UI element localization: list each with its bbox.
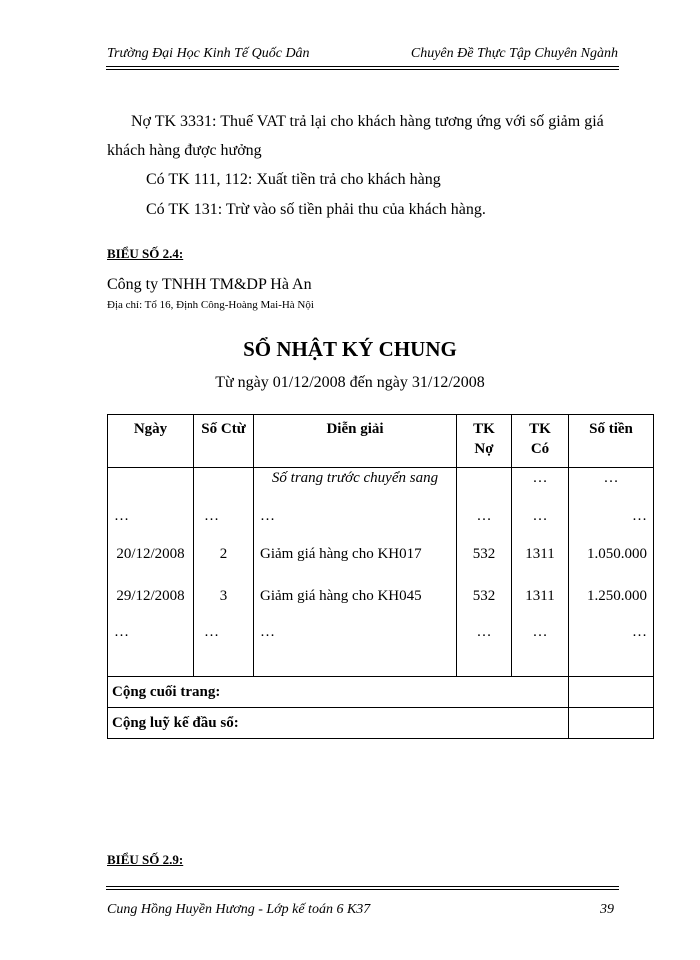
footer-rule-bottom [106, 889, 619, 890]
ellipsis: … [632, 508, 647, 524]
col-header-tk-no [457, 415, 512, 468]
figure-label-2-9: BIỂU SỐ 2.9: [107, 852, 184, 867]
row-2-tk-co: 1311 [525, 588, 555, 604]
row-2-dien-giai: Giảm giá hàng cho KH045 [260, 588, 422, 604]
total-page-label: Cộng cuối trang: [108, 677, 569, 708]
row-2-so-ctu: 3 [219, 588, 228, 604]
ellipsis: … [114, 508, 129, 524]
figure-label-2-4: BIỂU SỐ 2.4: [107, 246, 184, 261]
row-2-so-tien: 1.250.000 [587, 588, 647, 604]
total-page-row [108, 677, 654, 708]
row-1-tk-no: 532 [472, 546, 496, 562]
row-2-tk-no: 532 [472, 588, 496, 604]
cell-dien-giai [254, 468, 457, 677]
col-header-dien-giai: Diễn giải [254, 415, 457, 468]
body-line-2: khách hàng được hưởng [107, 142, 262, 159]
ellipsis: … [204, 508, 219, 524]
ellipsis: … [476, 624, 492, 640]
col-header-tk-no-line1: TK [473, 421, 495, 437]
total-page-value [569, 677, 654, 708]
header-rule-bottom [106, 69, 619, 70]
footer-author: Cung Hồng Huyền Hương - Lớp kế toán 6 K37 [107, 902, 371, 917]
header-school: Trường Đại Học Kinh Tế Quốc Dân [107, 46, 310, 61]
company-name: Công ty TNHH TM&DP Hà An [107, 276, 312, 293]
ellipsis: … [204, 624, 219, 640]
company-address: Địa chỉ: Tổ 16, Định Công-Hoàng Mai-Hà Nội [107, 299, 314, 311]
cell-tk-no [457, 468, 512, 677]
footer-rule-top [106, 886, 619, 887]
ellipsis: … [260, 624, 275, 640]
journal-title: SỔ NHẬT KÝ CHUNG [243, 337, 457, 361]
row-1-dien-giai: Giảm giá hàng cho KH017 [260, 546, 422, 562]
body-line-3: Có TK 111, 112: Xuất tiền trả cho khách hàng [146, 171, 441, 188]
col-header-tk-co-line2: Có [530, 441, 550, 457]
ellipsis: … [532, 470, 548, 486]
cell-tk-co [512, 468, 569, 677]
row-1-ngay: 20/12/2008 [116, 546, 185, 562]
total-cumulative-label: Cộng luỹ kế đầu sổ: [108, 708, 569, 739]
row-2-ngay: 29/12/2008 [116, 588, 185, 604]
journal-table [107, 414, 654, 739]
table-header-row [108, 415, 654, 468]
page-number: 39 [600, 902, 614, 917]
col-header-tk-co-line1: TK [529, 421, 551, 437]
table-body-row [108, 468, 654, 677]
cell-so-ctu [194, 468, 254, 677]
ellipsis: … [603, 470, 619, 486]
ellipsis: … [632, 624, 647, 640]
cell-ngay [108, 468, 194, 677]
row-1-so-ctu: 2 [219, 546, 228, 562]
total-cumulative-value [569, 708, 654, 739]
ellipsis: … [532, 508, 548, 524]
col-header-so-ctu: Số Ctừ [194, 415, 254, 468]
row-1-so-tien: 1.050.000 [587, 546, 647, 562]
ellipsis: … [532, 624, 548, 640]
ellipsis: … [260, 508, 275, 524]
body-line-4: Có TK 131: Trừ vào số tiền phải thu của khách hàng. [146, 201, 486, 218]
col-header-tk-co [512, 415, 569, 468]
col-header-ngay: Ngày [108, 415, 194, 468]
cell-so-tien [569, 468, 654, 677]
col-header-tk-no-line2: Nợ [474, 441, 494, 457]
journal-date-range: Từ ngày 01/12/2008 đến ngày 31/12/2008 [215, 374, 485, 391]
total-cumulative-row [108, 708, 654, 739]
header-rule-top [106, 66, 619, 67]
row-1-tk-co: 1311 [525, 546, 555, 562]
body-line-1: Nợ TK 3331: Thuế VAT trả lại cho khách hàng tương ứng với số giảm giá [131, 113, 604, 130]
header-topic: Chuyên Đề Thực Tập Chuyên Ngành [410, 46, 618, 61]
carried-forward-label: Số trang trước chuyển sang [271, 470, 439, 486]
ellipsis: … [476, 508, 492, 524]
ellipsis: … [114, 624, 129, 640]
col-header-so-tien: Số tiền [569, 415, 654, 468]
